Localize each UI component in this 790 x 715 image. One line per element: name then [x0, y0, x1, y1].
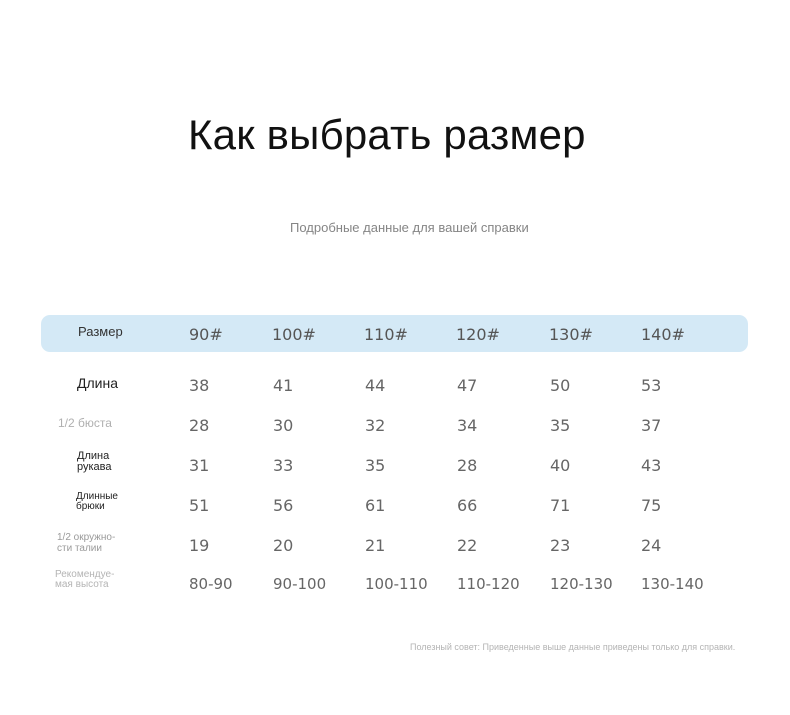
- table-cell: 35: [550, 416, 571, 435]
- table-cell: 130-140: [641, 575, 704, 593]
- table-cell: 20: [273, 536, 294, 555]
- table-cell: 35: [365, 456, 386, 475]
- table-cell: 28: [189, 416, 210, 435]
- table-cell: 19: [189, 536, 210, 555]
- table-cell: 47: [457, 376, 478, 395]
- table-cell: 71: [550, 496, 571, 515]
- table-cell: 75: [641, 496, 662, 515]
- table-cell: 21: [365, 536, 386, 555]
- size-header: 100#: [272, 325, 316, 344]
- footer-note: Полезный совет: Приведенные выше данные приведены только для справки.: [410, 642, 736, 652]
- table-cell: 32: [365, 416, 386, 435]
- row-label: 1/2 окружно-сти талии: [57, 532, 116, 554]
- table-cell: 44: [365, 376, 386, 395]
- table-cell: 23: [550, 536, 571, 555]
- table-cell: 34: [457, 416, 478, 435]
- size-header: 140#: [641, 325, 685, 344]
- table-cell: 56: [273, 496, 294, 515]
- table-cell: 66: [457, 496, 478, 515]
- page-subtitle: Подробные данные для вашей справки: [290, 220, 529, 235]
- table-cell: 50: [550, 376, 571, 395]
- table-cell: 53: [641, 376, 662, 395]
- table-cell: 110-120: [457, 575, 520, 593]
- table-cell: 90-100: [273, 575, 327, 593]
- table-cell: 41: [273, 376, 294, 395]
- table-cell: 38: [189, 376, 210, 395]
- header-label: Размер: [78, 324, 123, 339]
- row-label: Длина рукава: [77, 450, 112, 473]
- table-cell: 22: [457, 536, 478, 555]
- table-cell: 51: [189, 496, 210, 515]
- size-header: 110#: [364, 325, 408, 344]
- table-cell: 28: [457, 456, 478, 475]
- table-cell: 37: [641, 416, 662, 435]
- table-cell: 100-110: [365, 575, 428, 593]
- table-cell: 31: [189, 456, 210, 475]
- row-label: 1/2 бюста: [58, 416, 112, 430]
- row-label: Рекомендуе-мая высота: [55, 569, 115, 590]
- size-header: 90#: [189, 325, 223, 344]
- table-cell: 30: [273, 416, 294, 435]
- table-cell: 33: [273, 456, 294, 475]
- page-title: Как выбрать размер: [188, 111, 586, 158]
- table-cell: 120-130: [550, 575, 613, 593]
- table-cell: 80-90: [189, 575, 233, 593]
- row-label: Длинные брюки: [76, 491, 118, 512]
- row-label: Длина: [77, 375, 118, 391]
- table-cell: 61: [365, 496, 386, 515]
- table-cell: 24: [641, 536, 662, 555]
- table-cell: 43: [641, 456, 662, 475]
- table-cell: 40: [550, 456, 571, 475]
- size-header: 120#: [456, 325, 500, 344]
- size-header: 130#: [549, 325, 593, 344]
